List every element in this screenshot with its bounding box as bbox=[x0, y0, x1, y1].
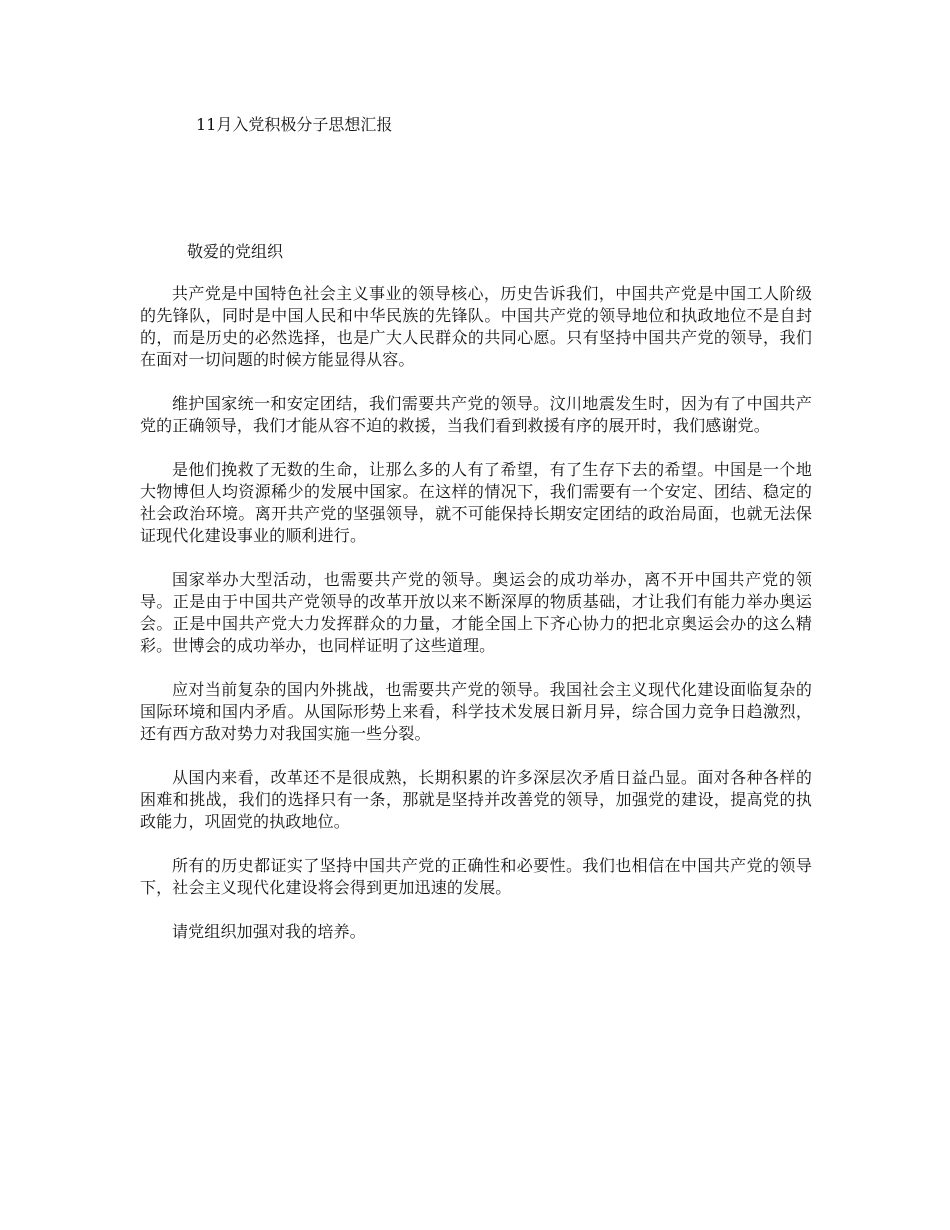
paragraph-1: 共产党是中国特色社会主义事业的领导核心，历史告诉我们，中国共产党是中国工人阶级的先锋队，同时是中国人民和中华民族的先锋队。中国共产党的领导地位和执政地位不是自封的，而是历史的必然选择，也是广大人民群众的共同心愿。只有坚持中国共产党的领导，我们在面对一切问题的时候方能显得从容。 bbox=[140, 284, 812, 369]
paragraph-7: 所有的历史都证实了坚持中国共产党的正确性和必要性。我们也相信在中国共产党的领导下，社会主义现代化建设将会得到更加迅速的发展。 bbox=[140, 856, 812, 897]
paragraph-6: 从国内来看，改革还不是很成熟，长期积累的许多深层次矛盾日益凸显。面对各种各样的困难和挑战，我们的选择只有一条，那就是坚持并改善党的领导，加强党的建设，提高党的执政能力，巩固党的执政地位。 bbox=[140, 768, 812, 831]
paragraph-8: 请党组织加强对我的培养。 bbox=[172, 922, 366, 941]
salutation: 敬爱的党组织 bbox=[187, 242, 284, 261]
document-body bbox=[140, 283, 812, 965]
paragraph-5: 应对当前复杂的国内外挑战，也需要共产党的领导。我国社会主义现代化建设面临复杂的国际环境和国内矛盾。从国际形势上来看，科学技术发展日新月异，综合国力竞争日趋激烈，还有西方敌对势力对我国实施一些分裂。 bbox=[140, 680, 812, 743]
paragraph-3: 是他们挽救了无数的生命，让那么多的人有了希望，有了生存下去的希望。中国是一个地大物博但人均资源稀少的发展中国家。在这样的情况下，我们需要有一个安定、团结、稳定的社会政治环境。离开共产党的坚强领导，就不可能保持长期安定团结的政治局面，也就无法保证现代化建设事业的顺利进行。 bbox=[140, 460, 812, 545]
paragraph-4: 国家举办大型活动，也需要共产党的领导。奥运会的成功举办，离不开中国共产党的领导。正是由于中国共产党领导的改革开放以来不断深厚的物质基础，才让我们有能力举办奥运会。正是中国共产党大力发挥群众的力量，才能全国上下齐心协力的把北京奥运会办的这么精彩。世博会的成功举办，也同样证明了这些道理。 bbox=[140, 570, 812, 655]
paragraph-2: 维护国家统一和安定团结，我们需要共产党的领导。汶川地震发生时，因为有了中国共产党的正确领导，我们才能从容不迫的救援，当我们看到救援有序的展开时，我们感谢党。 bbox=[140, 394, 812, 435]
document-title: 11月入党积极分子思想汇报 bbox=[196, 115, 393, 134]
